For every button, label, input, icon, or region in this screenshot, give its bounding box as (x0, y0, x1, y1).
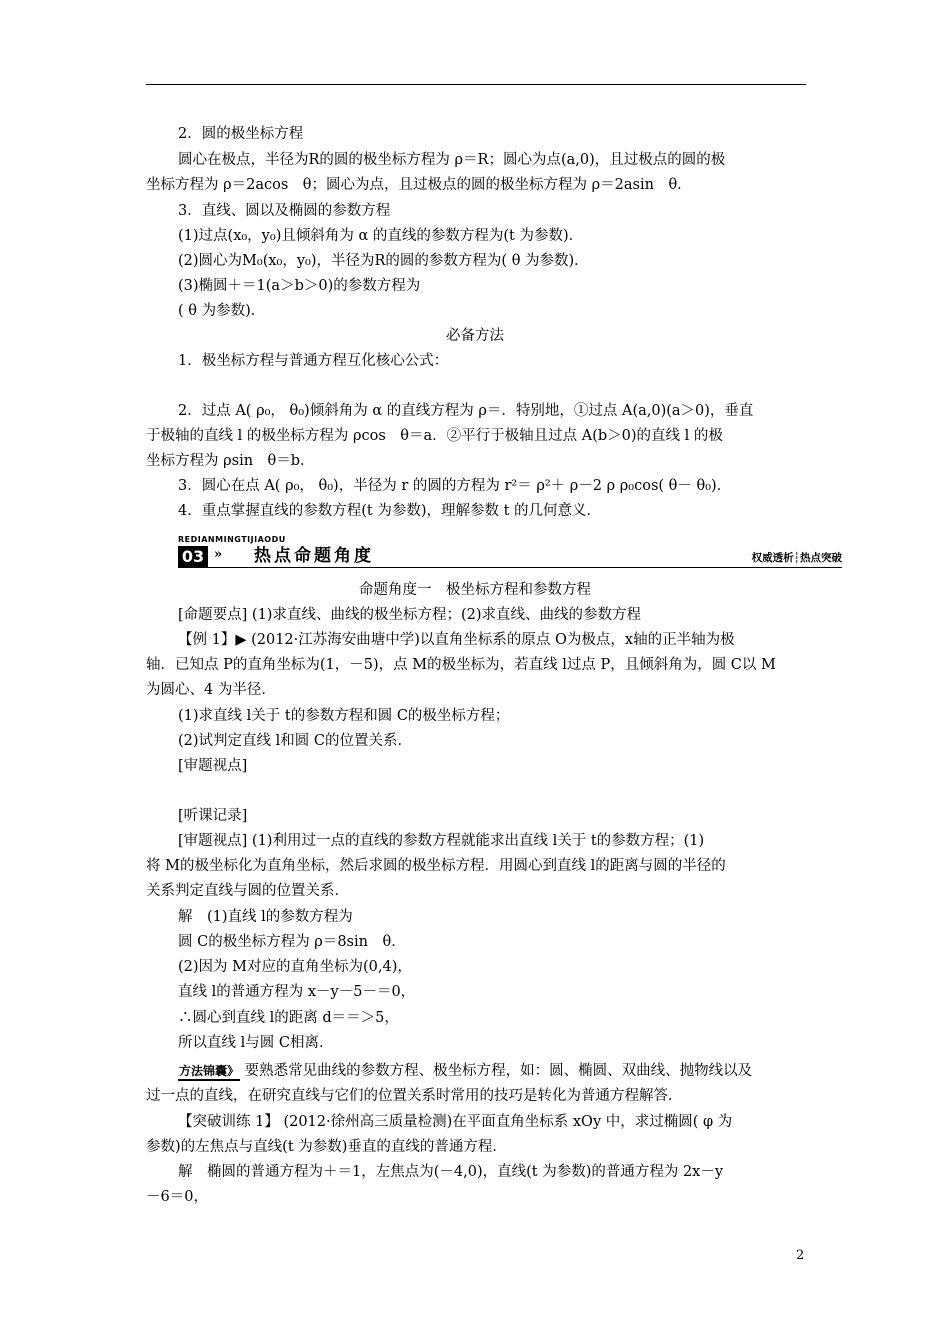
double-chevron-icon: » (214, 547, 223, 562)
text-line: 坐标方程为 ρsin θ＝b． (146, 453, 315, 469)
text-line: (2)圆心为M₀(x₀，y₀)，半径为R的圆的参数方程为( θ 为参数)． (178, 253, 589, 269)
solution-line: 解 (1)直线 l的参数方程为 (178, 909, 353, 925)
section-banner (178, 535, 842, 569)
text-line: 2．过点 A( ρ₀， θ₀)倾斜角为 α 的直线方程为 ρ＝．特别地，①过点 A(a,0)(a＞0)，垂直 (178, 403, 754, 419)
text-line: 3．圆心在点 A( ρ₀， θ₀)，半径为 r 的圆的方程为 r²＝ ρ²＋ ρ－2 ρ ρ₀cos( θ－ θ₀)． (178, 478, 732, 494)
heading-polar-circle: 2．圆的极坐标方程 (178, 126, 304, 142)
text-line: ( θ 为参数)． (178, 303, 266, 319)
text-line: (1)求直线 l关于 t的参数方程和圆 C的极坐标方程； (178, 708, 510, 724)
solution-line: (2)因为 M对应的直角坐标为(0,4)， (178, 959, 412, 975)
banner-title: 热点命题角度 (254, 546, 374, 566)
solution-line: 解 椭圆的普通方程为＋＝1，左焦点为(－4,0)，直线(t 为参数)的普通方程为 2x－y (178, 1164, 724, 1180)
training-heading: 【突破训练 1】 (2012·徐州高三质量检测)在平面直角坐标系 xOy 中，求过椭圆( φ 为 (178, 1114, 733, 1130)
text-line: [命题要点] (1)求直线、曲线的极坐标方程；(2)求直线、曲线的参数方程 (178, 607, 641, 623)
banner-number: 03 (178, 546, 208, 567)
text-line: [审题视点] (1)利用过一点的直线的参数方程就能求出直线 l关于 t的参数方程；(1) (178, 833, 705, 849)
text-line: 于极轴的直线 l 的极坐标方程为 ρcos θ＝a．②平行于极轴且过点 A(b＞0)的直线 l 的极 (146, 428, 723, 444)
header-rule (146, 84, 806, 85)
page-number: 2 (796, 1248, 805, 1263)
solution-line: －6＝0， (146, 1189, 208, 1205)
text-line: 1．极坐标方程与普通方程互化核心公式： (178, 353, 449, 369)
text-line: [听课记录] (178, 808, 248, 824)
section-title-methods: 必备方法 (446, 328, 504, 344)
method-tip-line (178, 1061, 752, 1081)
solution-line: 所以直线 l与圆 C相离． (178, 1035, 334, 1051)
text-line: (1)过点(x₀，y₀)且倾斜角为 α 的直线的参数方程为(t 为参数)． (178, 228, 584, 244)
method-tip-label: 方法锦囊》 (178, 1063, 240, 1081)
text-line: 参数)的左焦点与直线(t 为参数)垂直的直线的普通方程． (146, 1139, 507, 1155)
banner-rule (178, 567, 842, 568)
method-tip-text: 要熟悉常见曲线的参数方程、极坐标方程，如：圆、椭圆、双曲线、抛物线以及 (244, 1063, 753, 1079)
text-line: 圆心在极点，半径为R的圆的极坐标方程为 ρ＝R；圆心为点(a,0)，且过极点的圆的极 (178, 152, 726, 168)
text-line: [审题视点] (178, 758, 248, 774)
text-line: 过一点的直线，在研究直线与它们的位置关系时常用的技巧是转化为普通方程解答． (146, 1088, 683, 1104)
solution-line: ∴圆心到直线 l的距离 d＝＝＞5， (178, 1010, 399, 1026)
solution-line: 圆 C的极坐标方程为 ρ＝8sin θ． (178, 934, 406, 950)
example-heading: 【例 1】▶ (2012·江苏海安曲塘中学)以直角坐标系的原点 O为极点，x轴的正半轴为极 (178, 632, 735, 648)
text-line: 坐标方程为 ρ＝2acos θ；圆心为点，且过极点的圆的极坐标方程为 ρ＝2asin θ． (146, 177, 692, 193)
text-line: 将 M的极坐标化为直角坐标，然后求圆的极坐标方程．用圆心到直线 l的距离与圆的半径的 (146, 858, 726, 874)
text-line: 4．重点掌握直线的参数方程(t 为参数)，理解参数 t 的几何意义． (178, 503, 602, 519)
solution-line: 直线 l的普通方程为 x－y－5－＝0， (178, 984, 416, 1000)
text-line: (2)试判定直线 l和圆 C的位置关系． (178, 733, 412, 749)
banner-pinyin: REDIANMINGTIJIAODU (178, 535, 286, 544)
text-line: 关系判定直线与圆的位置关系． (146, 883, 349, 899)
text-line: 为圆心、4 为半径． (146, 682, 276, 698)
text-line: (3)椭圆＋＝1(a＞b＞0)的参数方程为 (178, 278, 421, 294)
banner-tagline: 权威透析┆热点突破 (751, 552, 842, 564)
topic-title: 命题角度一 极坐标方程和参数方程 (359, 582, 591, 598)
heading-param-eq: 3．直线、圆以及椭圆的参数方程 (178, 203, 391, 219)
text-line: 轴．已知点 P的直角坐标为(1，－5)，点 M的极坐标为，若直线 l过点 P，且倾斜角为，圆 C以 M (146, 657, 776, 673)
